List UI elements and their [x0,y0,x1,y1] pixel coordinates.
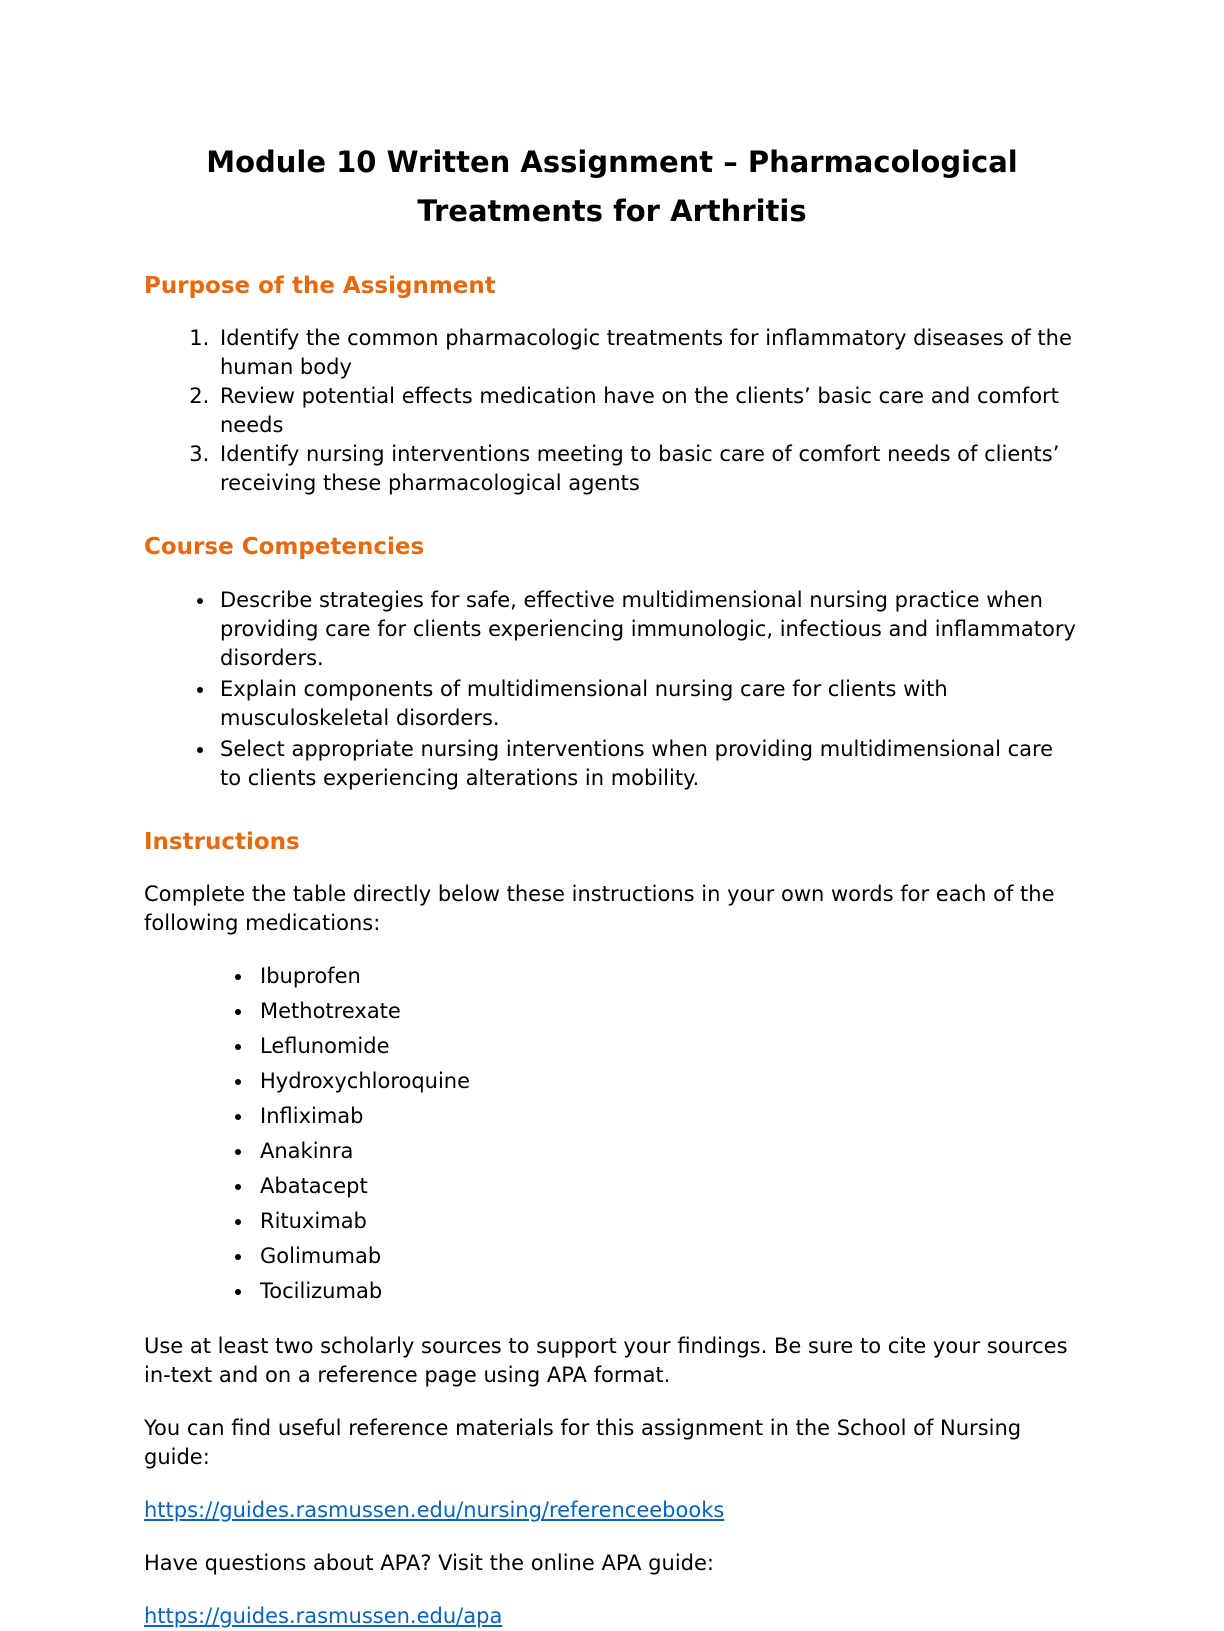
competency-item: • Describe strategies for safe, effective multidimensional nursing practice when providing care for clients experiencing immunologic, infectious and inflammatory disorders. [216,586,1080,673]
purpose-item: 2. Review potential effects medication have on the clients’ basic care and comfort needs [216,382,1080,440]
medication-item: • Methotrexate [254,997,1080,1026]
medication-item: • Rituximab [254,1207,1080,1236]
purpose-list [144,324,1080,498]
medication-item: • Anakinra [254,1137,1080,1166]
instructions-intro: Complete the table directly below these instructions in your own words for each of the following medications: [144,882,1055,936]
section-heading-instructions: Instructions [144,828,300,855]
apa-note: Have questions about APA? Visit the online APA guide: [144,1550,714,1575]
medications-list [144,962,1080,1306]
competency-item: • Explain components of multidimensional nursing care for clients with musculoskeletal disorders. [216,675,1080,733]
medication-item: • Golimumab [254,1242,1080,1271]
medication-item: • Abatacept [254,1172,1080,1201]
medication-item: • Hydroxychloroquine [254,1067,1080,1096]
medication-item: • Tocilizumab [254,1277,1080,1306]
section-heading-purpose: Purpose of the Assignment [144,272,496,299]
sources-note: Use at least two scholarly sources to support your findings. Be sure to cite your sources in-text and on a reference page using APA format. [144,1334,1068,1387]
purpose-item: 3. Identify nursing interventions meeting to basic care of comfort needs of clients’ receiving these pharmacological agents [216,440,1080,498]
competencies-list [144,586,1080,793]
medication-item: • Infliximab [254,1102,1080,1131]
page-title: Module 10 Written Assignment – Pharmacological Treatments for Arthritis [206,145,1018,229]
apa-guide-link[interactable]: https://guides.rasmussen.edu/apa [144,1603,503,1628]
nursing-guide-link[interactable]: https://guides.rasmussen.edu/nursing/referenceebooks [144,1497,725,1522]
medication-item: • Leflunomide [254,1032,1080,1061]
medication-item: • Ibuprofen [254,962,1080,991]
section-heading-competencies: Course Competencies [144,534,425,561]
purpose-item: 1. Identify the common pharmacologic treatments for inflammatory diseases of the human body [216,324,1080,382]
reference-note: You can find useful reference materials for this assignment in the School of Nursing guide: [144,1415,1022,1469]
competency-item: • Select appropriate nursing interventions when providing multidimensional care to clients experiencing alterations in mobility. [216,735,1080,793]
